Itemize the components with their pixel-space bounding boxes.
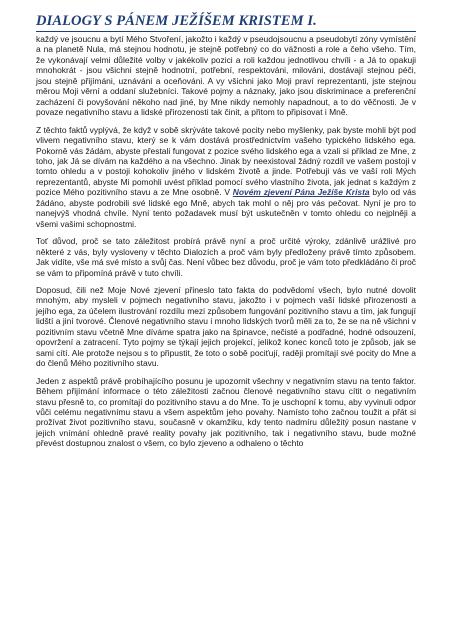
- paragraph-2-text-before: Z těchto faktů vyplývá, že když v sobě skrýváte takové pocity nebo myšlenky, pak byste mohli být pod vlivem negativního stavu, který se k vám dostává prostřednictvím vašeho typického lidského ega. Pokorně vás žádám, abyste přestali fungovat z pozice svého lidského ega a vzali si příklad ze Mne, z toho, jak Já se dívám na každého a na všechno. Jinak by neexistoval žádný rozdíl ve vašem postoji v tomto ohledu a v postoji kohokoliv jiného v lidském životě a jinde. Potřebuji vás ve vaší roli Mých reprezentantů, abyste Mi pomohli uvést příklad pomocí svého vlastního života, jak jednat s každým z pozice Mého pozitivního stavu a ze Mne osobně. V: [36, 124, 416, 198]
- paragraph-2: [36, 125, 416, 230]
- page-header-title: DIALOGY S PÁNEM JEŽÍŠEM KRISTEM I.: [36, 13, 317, 29]
- paragraph-5: Jeden z aspektů právě probíhajícího posunu je upozornit všechny v negativním stavu na tento faktor. Během přijímání informace o této záležitosti začnou členové negativního stavu cítit o negativním stavu přesně to, co promítají do pozitivního stavu a do Mne. To je uschopní k tomu, aby vyvinuli odpor vůči celému negativnímu stavu a všem aspektům jeho povahy. Namísto toho začnou toužit a přát si prožívat život pozitivního stavu, současně v okamžiku, kdy tento nadmíru důležitý posun nastane v jejich vnímání ohledně pravé reality povahy jak pozitivního, tak i negativního stavu, bude možné převést dostupnou znalost o všem, co bylo zjeveno a odhaleno o těchto: [36, 375, 416, 449]
- paragraph-3: Toť důvod, proč se tato záležitost probírá právě nyní a proč určité výroky, zdánlivě urážlivé pro některé z vás, byly vysloveny v těchto Dialozích a proč vám byly předloženy právě tímto způsobem. Jak vidíte, vše má své místo a svůj čas. Není vůbec bez důvodu, proč je vám toto předkládáno či proč se vám to připomíná právě v tuto chvíli.: [36, 236, 416, 278]
- paragraph-2-text-after: bylo od vás žádáno, abyste podrobili své lidské ego Mně, abych tak mohl o něj pro vás pečovat. Nyní je pro to nanejvýš vhodná chvíle. Nyní tento požadavek musí být uskutečněn v tomto ohledu co nejplněji a všemi vašimi schopnostmi.: [36, 187, 416, 229]
- paragraph-4: Doposud, čili než Moje Nové zjevení přineslo tato fakta do podvědomí všech, bylo nutné dovolit mnohým, aby mysleli v pojmech negativního stavu, jakožto i v pojmech vaší lidské přirozenosti a jejího ega, za účelem ilustrování rozdílu mezi způsobem fungování pozitivního stavu a tím, jak fungují lidští a jiní tvorové. Členové negativního stavu i mnoho lidských tvorů měli za to, že se na ně všichni v pozitivním stavu včetně Mne díváme spatra jako na špinavce, nečisté a podřadné, hodné odsouzení, opovržení a zatracení. Tyto pojmy se týkají jejich projekcí, jelikož konec konců toto je způsob, jak se sami cítí. Ale protože nejsou s to připustit, že toto o sobě pociťují, raději promítají své pocity do Mne a do členů Mého pozitivního stavu.: [36, 284, 416, 369]
- document-body: [36, 34, 416, 449]
- header-rule: [36, 31, 416, 32]
- paragraph-1: každý ve jsoucnu a bytí Mého Stvoření, jakožto i každý v pseudojsoucnu a pseudobytí zóny vymístění a na planetě Nula, má stejnou hodnotu, je stejně potřebný co do vážnosti a role a čeho všeho. Tím, že vykonávají velmi důležité volby v jakékoliv pozici a roli každou jednotlivou chvíli - a Já to opakuji mnohokrát - jsou všichni stejně hodnotní, potřební, respektováni, milováni, dostávají stejnou péči, jsou stejně přijímáni, uznáváni a oceňováni. A vy všichni jako Moji praví reprezentanti, jste stejnou měrou Moji věrní a oddaní služebníci. Takové pojmy a náznaky, jako jsou diskriminace a preferenční zacházení či povyšování někoho nad jiné, by Mne nikdy nemohly napadnout, a to do věčnosti. Je v povaze negativního stavu a lidské přirozenosti tak činit, a přitom to připisovat i Mně.: [36, 34, 416, 118]
- new-revelation-link[interactable]: Novém zjevení Pána Ježíše Krista: [232, 187, 370, 198]
